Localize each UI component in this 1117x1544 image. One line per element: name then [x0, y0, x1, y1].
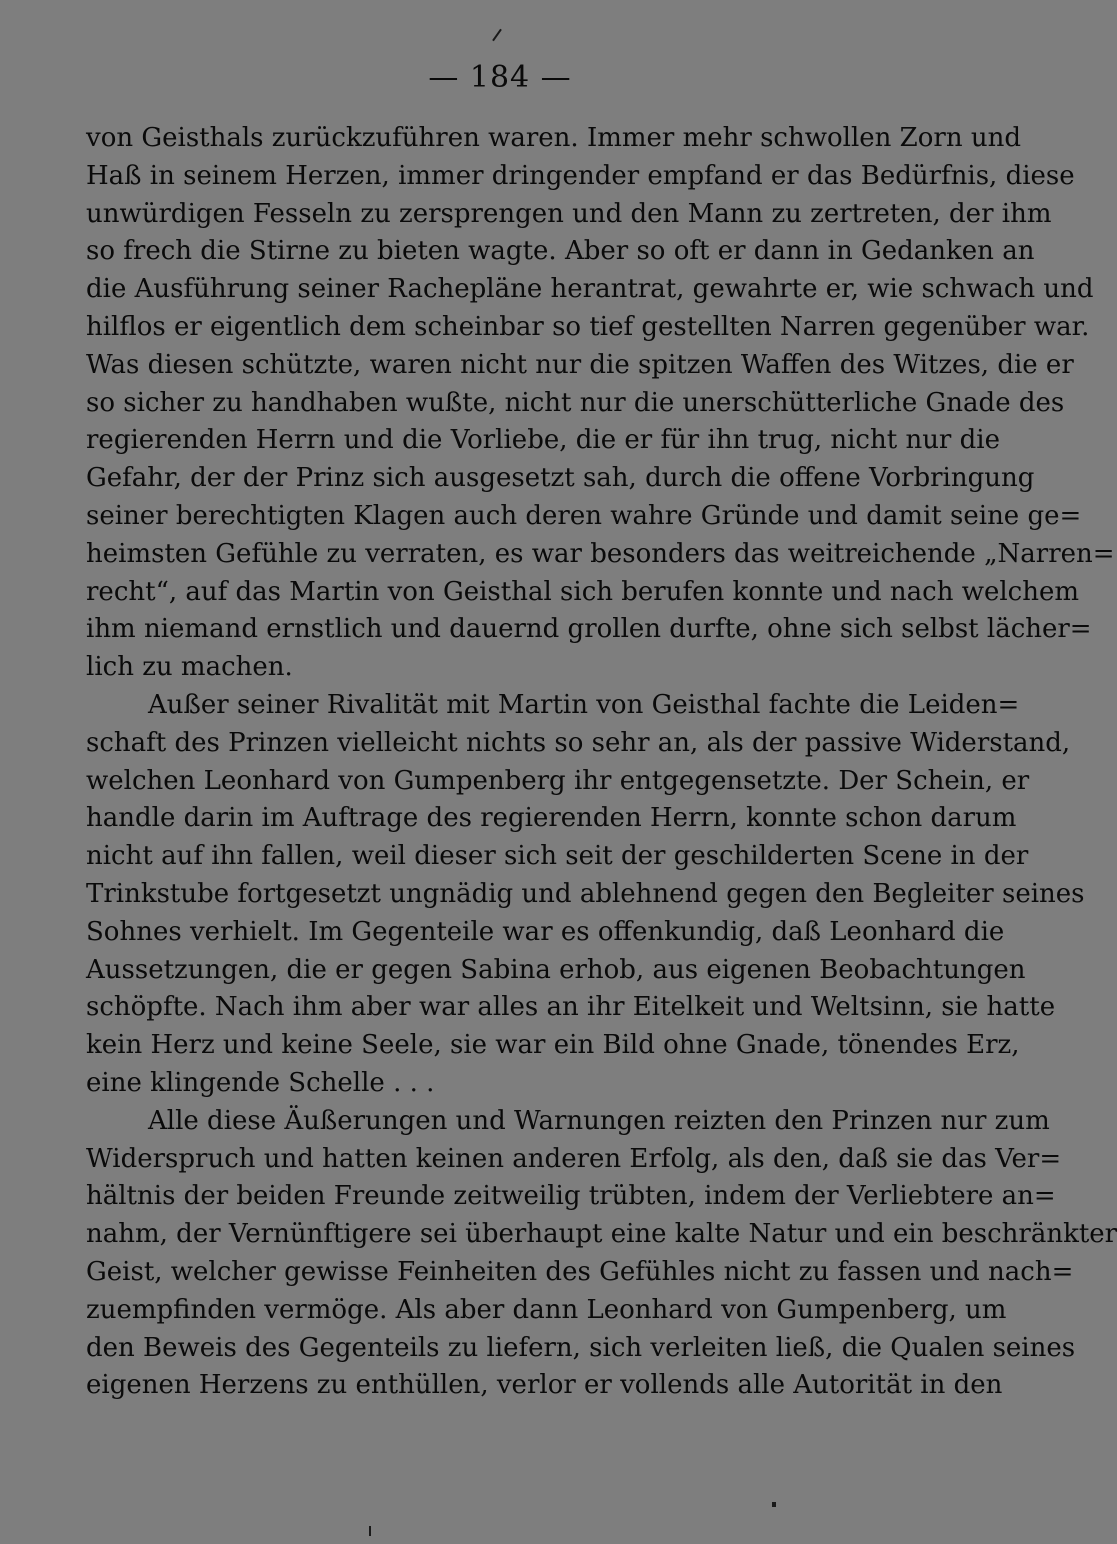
text-line: schaft des Prinzen vielleicht nichts so sehr an, als der passive Widerstand, [86, 727, 1071, 758]
text-line: hältnis der beiden Freunde zeitweilig trübten, indem der Verliebtere an= [86, 1181, 1056, 1212]
text-line: ihm niemand ernstlich und dauernd grollen durfte, ohne sich selbst lächer= [86, 614, 1092, 645]
text-line: Aussetzungen, die er gegen Sabina erhob, aus eigenen Beobachtungen [86, 954, 1026, 985]
text-line: lich zu machen. [86, 652, 293, 683]
text-line: Geist, welcher gewisse Feinheiten des Gefühles nicht zu fassen und nach= [86, 1256, 1074, 1287]
ink-speck [772, 1502, 776, 1507]
text-line: schöpfte. Nach ihm aber war alles an ihr Eitelkeit und Weltsinn, sie hatte [86, 992, 1056, 1023]
text-line: eine klingende Schelle . . . [86, 1067, 435, 1098]
text-line: kein Herz und keine Seele, sie war ein Bild ohne Gnade, tönendes Erz, [86, 1030, 1020, 1061]
text-line: seiner berechtigten Klagen auch deren wahre Gründe und damit seine ge= [86, 500, 1082, 531]
text-line: Außer seiner Rivalität mit Martin von Geisthal fachte die Leiden= [148, 689, 1020, 720]
text-line: recht“, auf das Martin von Geisthal sich berufen konnte und nach welchem [86, 576, 1080, 607]
text-line: den Beweis des Gegenteils zu liefern, sich verleiten ließ, die Qualen seines [86, 1332, 1076, 1363]
text-line: Was diesen schützte, waren nicht nur die spitzen Waffen des Witzes, die er [86, 349, 1074, 380]
text-line: Trinkstube fortgesetzt ungnädig und ablehnend gegen den Begleiter seines [86, 878, 1085, 909]
text-line: die Ausführung seiner Rachepläne herantrat, gewahrte er, wie schwach und [86, 274, 1094, 305]
page-number: — 184 — [428, 60, 572, 95]
text-line: handle darin im Auftrage des regierenden Herrn, konnte schon darum [86, 803, 1017, 834]
text-line: welchen Leonhard von Gumpenberg ihr entgegensetzte. Der Schein, er [86, 765, 1030, 796]
text-line: unwürdigen Fesseln zu zersprengen und den Mann zu zertreten, der ihm [86, 198, 1052, 229]
text-line: so frech die Stirne zu bieten wagte. Aber so oft er dann in Gedanken an [86, 236, 1035, 267]
text-line: hilflos er eigentlich dem scheinbar so tief gestellten Narren gegenüber war. [86, 311, 1090, 342]
text-line: von Geisthals zurückzuführen waren. Immer mehr schwollen Zorn und [86, 123, 1021, 153]
text-line: Sohnes verhielt. Im Gegenteile war es offenkundig, daß Leonhard die [86, 916, 1005, 947]
body-text [86, 120, 1117, 1405]
ink-speck [492, 29, 502, 42]
text-line: zuempfinden vermöge. Als aber dann Leonhard von Gumpenberg, um [86, 1294, 1007, 1325]
text-line: regierenden Herrn und die Vorliebe, die er für ihn trug, nicht nur die [86, 425, 1000, 456]
text-line: nicht auf ihn fallen, weil dieser sich seit der geschilderten Scene in der [86, 841, 1029, 872]
text-line: so sicher zu handhaben wußte, nicht nur die unerschütterliche Gnade des [86, 387, 1065, 418]
text-line: nahm, der Vernünftigere sei überhaupt eine kalte Natur und ein beschränkter [86, 1219, 1117, 1250]
text-line: heimsten Gefühle zu verraten, es war besonders das weitreichende „Narren= [86, 538, 1115, 569]
text-line: Alle diese Äußerungen und Warnungen reizten den Prinzen nur zum [148, 1105, 1050, 1136]
text-line: Widerspruch und hatten keinen anderen Erfolg, als den, daß sie das Ver= [86, 1143, 1062, 1174]
text-line: Haß in seinem Herzen, immer dringender empfand er das Bedürfnis, diese [86, 160, 1075, 191]
text-line: eigenen Herzens zu enthüllen, verlor er vollends alle Autorität in den [86, 1370, 1003, 1401]
ink-speck [369, 1526, 371, 1536]
text-line: Gefahr, der der Prinz sich ausgesetzt sah, durch die offene Vorbringung [86, 463, 1035, 494]
